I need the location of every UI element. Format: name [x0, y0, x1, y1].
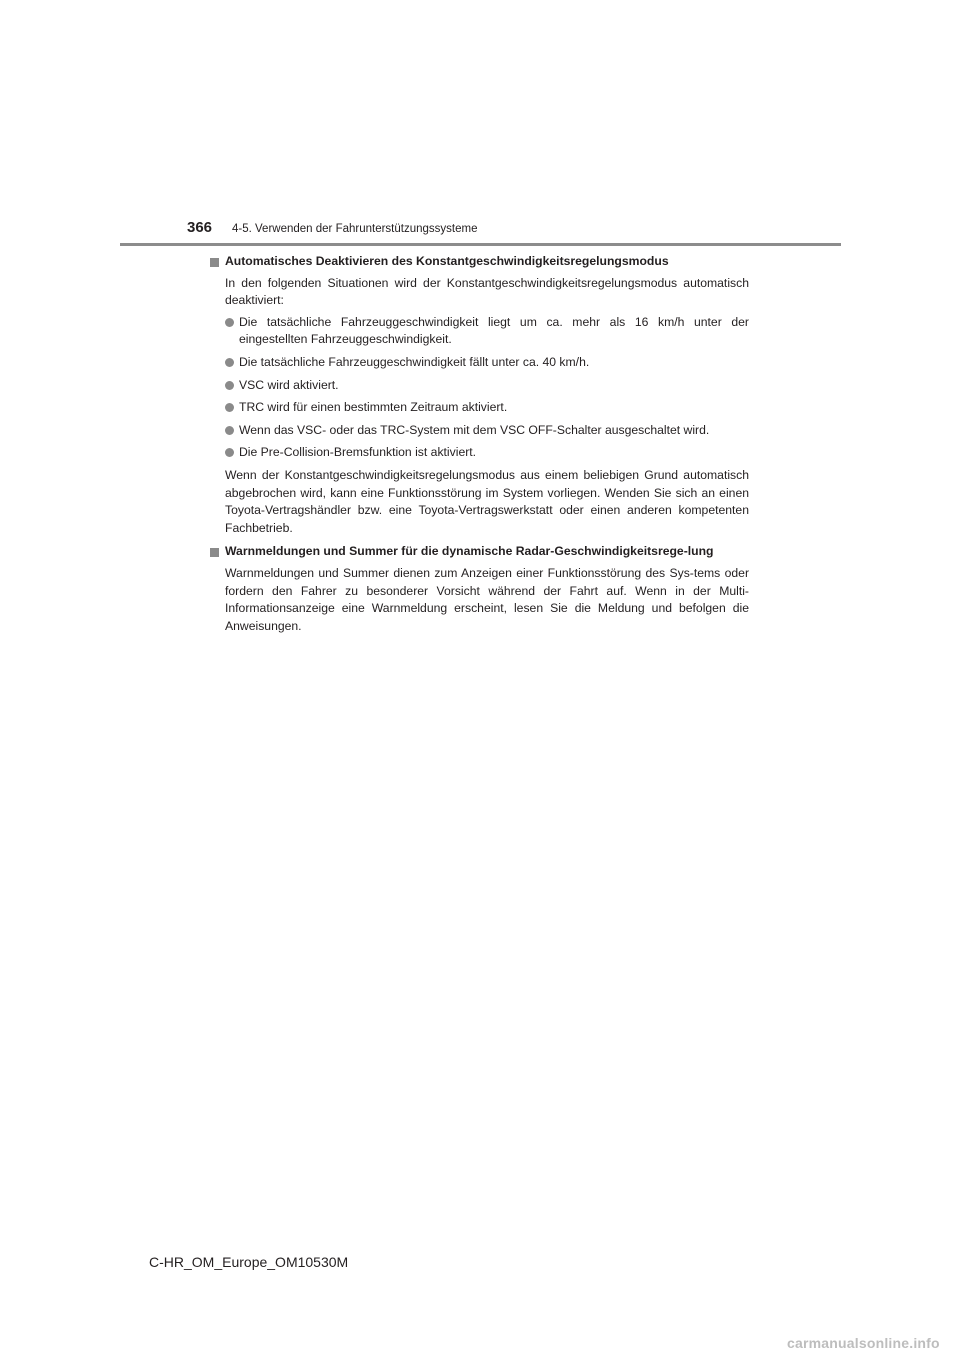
list-item: [209, 314, 749, 349]
chapter-title: 4-5. Verwenden der Fahrunterstützungssysteme: [232, 223, 478, 235]
watermark: carmanualsonline.info: [787, 1335, 940, 1351]
circle-bullet-icon: [225, 318, 234, 327]
list-item-text: Die tatsächliche Fahrzeuggeschwindigkeit fällt unter ca. 40 km/h.: [239, 354, 590, 369]
list-item: [209, 377, 749, 395]
list-item: [209, 354, 749, 372]
page-number: 366: [187, 219, 213, 236]
header-divider: [120, 243, 841, 246]
section-heading-text: Automatisches Deaktivieren des Konstantgeschwindigkeitsregelungsmodus: [225, 254, 669, 268]
document-code: C-HR_OM_Europe_OM10530M: [149, 1254, 349, 1270]
condition-list: [209, 314, 749, 462]
list-item-text: TRC wird für einen bestimmten Zeitraum aktiviert.: [239, 400, 508, 415]
list-item-text: Wenn das VSC- oder das TRC-System mit dem VSC OFF-Schalter ausgeschaltet wird.: [239, 422, 710, 437]
circle-bullet-icon: [225, 358, 234, 367]
list-item: [209, 399, 749, 417]
section-outro: Wenn der Konstantgeschwindigkeitsregelungsmodus aus einem beliebigen Grund automatisch abgebrochen wird, kann eine Funktionsstörung im System vorliegen. Wenden Sie sich an einen Toyota-Vertragshändler bzw. eine Toyota-Vertragswerkstatt oder einen anderen kompetenten Fachbetrieb.: [225, 467, 749, 535]
section-heading-auto-deactivation: [209, 253, 749, 271]
circle-bullet-icon: [225, 448, 234, 457]
circle-bullet-icon: [225, 381, 234, 390]
list-item-text: Die Pre-Collision-Bremsfunktion ist aktiviert.: [239, 445, 477, 460]
square-bullet-icon: [210, 258, 219, 267]
list-item: [209, 422, 749, 440]
section-heading-warnings: [209, 543, 749, 561]
circle-bullet-icon: [225, 426, 234, 435]
section-heading-text: Warnmeldungen und Summer für die dynamische Radar-Geschwindigkeitsrege-lung: [225, 544, 714, 559]
list-item-text: VSC wird aktiviert.: [239, 377, 339, 392]
section-body: Warnmeldungen und Summer dienen zum Anzeigen einer Funktionsstörung des Sys-tems oder fordern den Fahrer zu besonderer Vorsicht während der Fahrt auf. Wenn in der Multi-Informationsanzeige eine Warnmeldung erscheint, lesen Sie die Meldung und befolgen die Anweisungen.: [225, 565, 749, 633]
section-intro: In den folgenden Situationen wird der Konstantgeschwindigkeitsregelungsmodus automatisch deaktiviert:: [225, 275, 749, 308]
square-bullet-icon: [210, 548, 219, 557]
circle-bullet-icon: [225, 403, 234, 412]
page-content: [209, 253, 749, 635]
list-item: [209, 444, 749, 462]
list-item-text: Die tatsächliche Fahrzeuggeschwindigkeit liegt um ca. mehr als 16 km/h unter der eingestellten Fahrzeuggeschwindigkeit.: [239, 314, 749, 347]
